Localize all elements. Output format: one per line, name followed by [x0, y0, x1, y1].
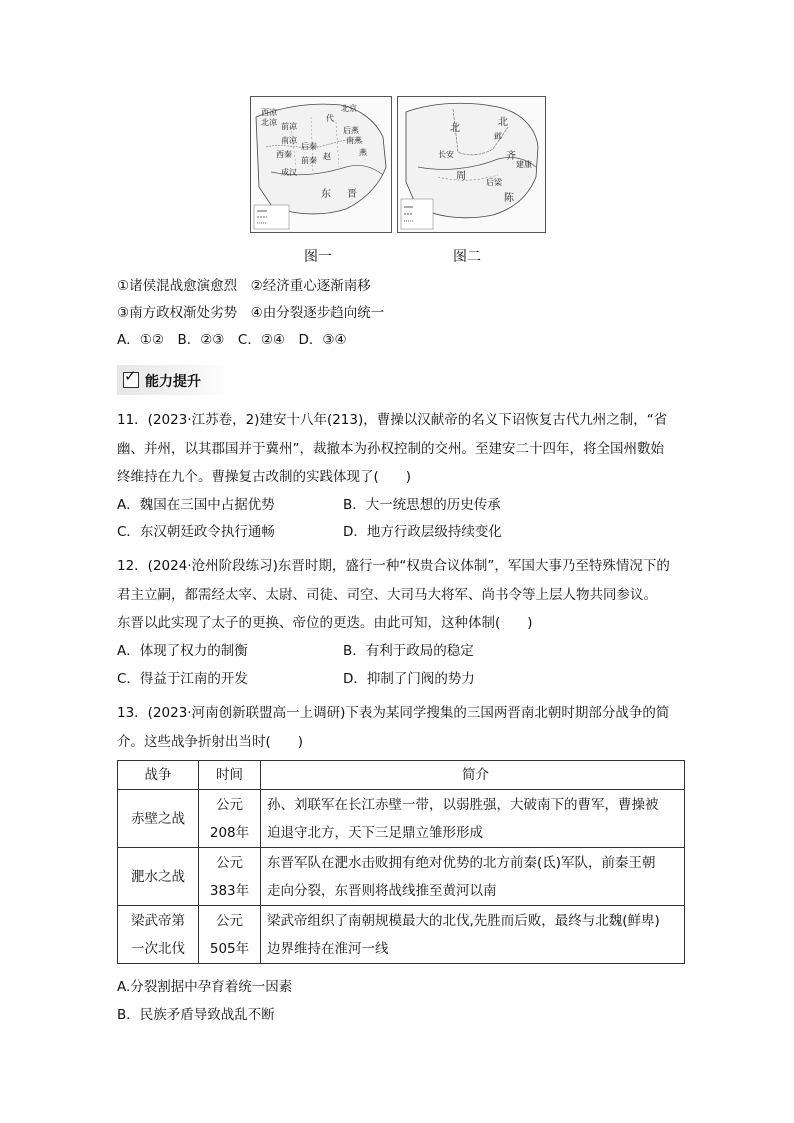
summary-line: 孙、刘联军在长江赤壁一带，以弱胜强，大破南下的曹军，曹操被	[267, 796, 659, 813]
map2-label: 北	[498, 117, 508, 128]
time-line: 505年	[209, 940, 250, 957]
summary-line: 边界维持在淮河一线	[267, 940, 389, 957]
time-line: 公元	[216, 854, 243, 871]
figure-2-caption: 图二	[453, 249, 481, 265]
q12-stem-line: 东晋以此实现了太子的更换、帝位的更迭。由此可知，这种体制( )	[117, 615, 533, 631]
map1-label: 晋	[347, 189, 357, 200]
header-time: 时间	[199, 761, 261, 790]
war-name-cell	[118, 848, 199, 906]
q10-statement-line: ①诸侯混战愈演愈烈 ②经济重心逐渐南移	[117, 278, 371, 294]
map1-label: 西秦	[276, 150, 292, 159]
summary-line: 走向分裂，东晋则将战线推至黄河以南	[267, 882, 497, 899]
map1-label: 北京	[341, 104, 357, 113]
q12-option-b: B．有利于政局的稳定	[343, 643, 474, 659]
summary-line: 梁武帝组织了南朝规模最大的北伐,先胜而后败，最终与北魏(鲜卑)	[267, 912, 660, 929]
map-figure-2	[397, 96, 546, 233]
q11-option-a: A．魏国在三国中占据优势	[117, 497, 275, 513]
wars-table	[117, 760, 685, 964]
section-title: 能力提升	[145, 374, 201, 390]
q13-option-b: B．民族矛盾导致战乱不断	[117, 1007, 275, 1023]
time-cell	[199, 790, 261, 848]
map1-label: 成汉	[281, 168, 297, 177]
summary-cell	[261, 790, 685, 848]
map2-label: 邺	[494, 132, 502, 141]
q11-option-b: B．大一统思想的历史传承	[343, 497, 501, 513]
summary-line: 迫退守北方，天下三足鼎立雏形形成	[267, 824, 483, 841]
map2-label: 齐	[506, 151, 516, 162]
q12-stem-line: 君主立嗣，都需经太宰、太尉、司徒、司空、大司马大将军、尚书令等上层人物共同参议。	[117, 587, 657, 603]
map1-label: 赵	[323, 152, 331, 161]
map2-label: 后梁	[486, 178, 502, 187]
q13-stem-line: 13．(2023·河南创新联盟高一上调研)下表为某同学搜集的三国两晋南北朝时期部分战争的简	[117, 705, 670, 721]
q12-stem-line: 12．(2024·沧州阶段练习)东晋时期，盛行一种“权贵合议体制”，军国大事乃至特殊情况下的	[117, 558, 670, 574]
time-line: 208年	[209, 824, 250, 841]
map1-label: 前秦	[301, 156, 317, 165]
table-row	[118, 848, 685, 906]
summary-cell	[261, 906, 685, 964]
map2-label: 北	[450, 123, 460, 134]
q11-option-c: C．东汉朝廷政令执行通畅	[117, 524, 275, 540]
map2-label: 周	[456, 171, 466, 182]
war-name-cell	[118, 906, 199, 964]
q10-statement-line: ③南方政权渐处劣势 ④由分裂逐步趋向统一	[117, 305, 385, 321]
table-header-row	[118, 761, 685, 790]
war-name: 赤壁之战	[131, 810, 185, 827]
map1-label: 南凉	[281, 136, 297, 145]
summary-line: 东晋军队在淝水击败拥有绝对优势的北方前秦(氐)军队，前秦王朝	[267, 854, 656, 871]
table-row	[118, 790, 685, 848]
map2-label: 建康	[516, 160, 532, 169]
time-line: 383年	[209, 882, 250, 899]
map1-label: 南燕	[346, 136, 362, 145]
q10-choices: A．①② B．②③ C．②④ D．③④	[117, 332, 347, 348]
figure-1-caption: 图一	[304, 249, 332, 265]
map1-label: 后秦	[301, 142, 317, 151]
war-name: 梁武帝第	[131, 912, 185, 929]
map1-label: 北凉	[261, 118, 277, 127]
q13-option-a: A.分裂割据中孕育着统一因素	[117, 979, 293, 995]
war-name-cell	[118, 790, 199, 848]
map2-label: 长安	[438, 150, 454, 159]
map2-label: 陈	[504, 193, 514, 204]
time-cell	[199, 906, 261, 964]
q11-stem-line: 11．(2023·江苏卷，2)建安十八年(213)，曹操以汉献帝的名义下诏恢复古代九州之制，“省	[117, 412, 668, 428]
q11-stem-line: 幽、并州，以其郡国并于冀州”，裁撤本为孙权控制的交州。至建安二十四年，将全国州數始	[117, 441, 664, 457]
war-name: 淝水之战	[131, 868, 185, 885]
map1-label: 东	[321, 189, 331, 200]
q12-option-a: A．体现了权力的制衡	[117, 643, 248, 659]
map1-label: 燕	[359, 148, 367, 157]
war-name: 一次北伐	[131, 940, 185, 957]
map-figure-1	[250, 96, 392, 233]
map1-label: 西凉	[261, 108, 277, 117]
header-war: 战争	[118, 761, 199, 790]
summary-cell	[261, 848, 685, 906]
header-summary: 简介	[261, 761, 685, 790]
q11-stem-line: 终维持在九个。曹操复古改制的实践体现了( )	[117, 469, 412, 485]
checkmark-icon: ✓	[124, 367, 137, 385]
time-line: 公元	[216, 796, 243, 813]
time-cell	[199, 848, 261, 906]
section-header	[117, 365, 230, 395]
q11-option-d: D．地方行政层级持续变化	[343, 524, 502, 540]
q13-stem-line: 介。这些战争折射出当时( )	[117, 734, 304, 750]
q12-option-d: D．抑制了门阀的势力	[343, 671, 475, 687]
map1-label: 代	[326, 114, 334, 123]
table-row	[118, 906, 685, 964]
map1-label: 后燕	[343, 126, 359, 135]
time-line: 公元	[216, 912, 243, 929]
map1-label: 前凉	[281, 122, 297, 131]
q12-option-c: C．得益于江南的开发	[117, 671, 248, 687]
